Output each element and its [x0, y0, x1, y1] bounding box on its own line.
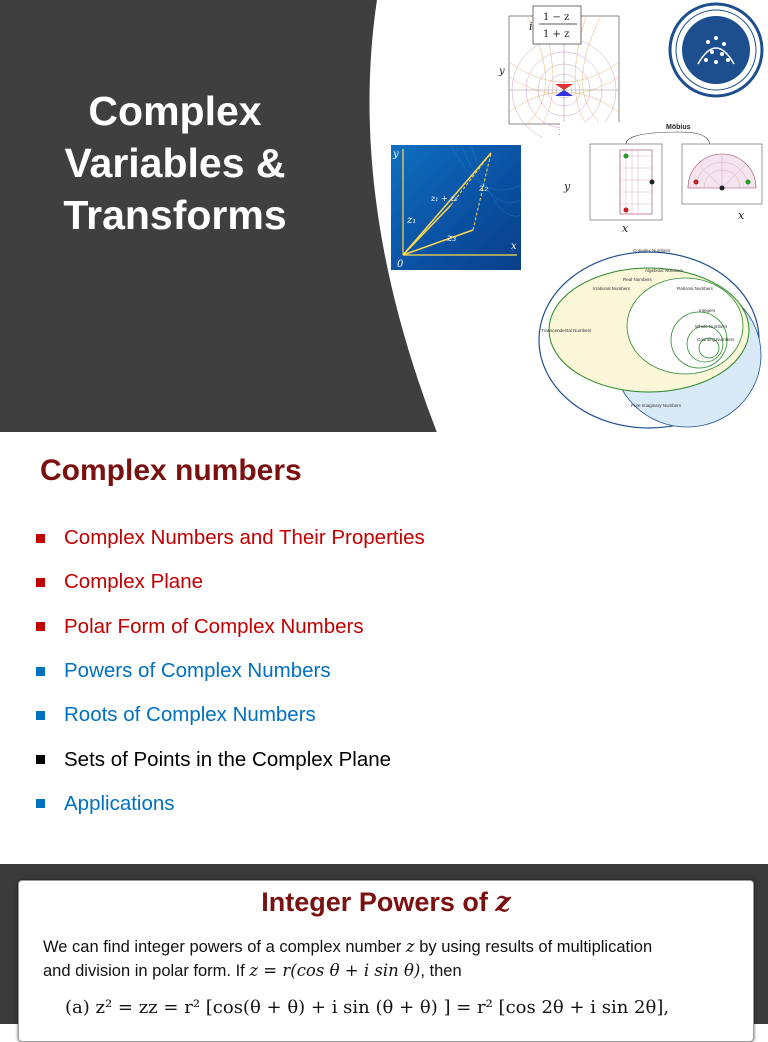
topic-item — [36, 737, 425, 781]
vector-label-y: y — [393, 149, 399, 160]
title-line-1: Complex — [88, 88, 262, 135]
topic-item — [36, 782, 425, 826]
topic-label: Sets of Points in the Complex Plane — [64, 747, 392, 771]
mobius-ylabel: y — [564, 180, 571, 193]
bullet-square-icon — [36, 622, 45, 631]
venn-label-integers: Integers — [699, 308, 716, 313]
topic-label: Roots of Complex Numbers — [64, 703, 316, 727]
venn-label-irrational: Irrational Numbers — [593, 286, 631, 291]
mobius-xlabel-left: x — [622, 222, 629, 234]
formula-denominator: 1 + z — [543, 29, 570, 40]
venn-label-rational: Rational Numbers — [677, 286, 714, 291]
venn-label-complex: Complex Numbers — [633, 248, 671, 253]
outline-heading: Complex numbers — [40, 454, 302, 487]
topic-label: Polar Form of Complex Numbers — [64, 614, 364, 638]
venn-label-real: Real Numbers — [623, 277, 652, 282]
mobius-transform-plot — [560, 122, 765, 234]
para2-math: z = r(cos θ + i sin θ) — [249, 961, 421, 980]
para1-var: z — [405, 937, 415, 956]
presentation-title — [30, 85, 320, 241]
topic-item — [36, 605, 425, 649]
topic-item — [36, 649, 425, 693]
number-sets-diagram — [537, 240, 762, 430]
para1-text: We can find integer powers of a complex number — [43, 938, 402, 956]
vector-label-sum: z₁ + z₂ — [431, 194, 458, 203]
content-card — [18, 880, 754, 1042]
powers-title-text: Integer Powers of — [261, 887, 488, 917]
mobius-title: Möbius — [666, 124, 691, 131]
topic-item — [36, 560, 425, 604]
vector-label-z3: z₃ — [447, 233, 457, 244]
formula-prefix: i — [529, 20, 533, 33]
vector-addition-diagram — [391, 145, 521, 270]
venn-label-counting: Counting Numbers — [697, 337, 735, 342]
para2-rest: , then — [420, 962, 462, 980]
powers-paragraph-line-2 — [43, 959, 733, 983]
integer-powers-slide — [0, 864, 768, 1024]
topic-item — [36, 693, 425, 737]
topic-list — [36, 516, 425, 826]
mobius-xlabel-right: x — [738, 209, 745, 222]
powers-body — [43, 935, 733, 983]
venn-label-imaginary: Pure Imaginary Numbers — [631, 403, 682, 408]
vector-label-z1: z₁ — [407, 215, 417, 226]
para2-text: and division in polar form. If — [43, 962, 245, 980]
bullet-square-icon — [36, 667, 45, 676]
complex-mapping-plot — [497, 2, 627, 137]
powers-title-var: z — [495, 887, 511, 918]
topic-label: Complex Plane — [64, 570, 204, 594]
title-slide — [0, 0, 768, 432]
outline-slide — [0, 432, 768, 864]
topic-item — [36, 516, 425, 560]
bullet-square-icon — [36, 578, 45, 587]
venn-label-whole: Whole Numbers — [695, 324, 728, 329]
topic-label: Powers of Complex Numbers — [64, 659, 331, 683]
vector-label-origin: 0 — [397, 259, 404, 270]
venn-label-algebraic: Algebraic Numbers — [645, 268, 684, 273]
bullet-square-icon — [36, 534, 45, 543]
square-equation: (a) z² = zz = r² [cos(θ + θ) + i sin (θ + θ) ] = r² [cos 2θ + i sin 2θ], — [65, 997, 670, 1018]
complex-plot-ylabel: y — [499, 66, 505, 77]
bullet-square-icon — [36, 711, 45, 720]
topic-label: Applications — [64, 791, 175, 815]
vector-label-z2: z₂ — [479, 183, 489, 194]
bullet-square-icon — [36, 755, 45, 764]
title-line-2: Variables & — [64, 140, 286, 187]
venn-label-transcendental: Transcendental Numbers — [541, 328, 592, 333]
complex-plot-xlabel: x — [559, 127, 565, 137]
university-seal — [668, 2, 764, 98]
powers-title — [19, 887, 753, 918]
bullet-square-icon — [36, 799, 45, 808]
vector-label-x: x — [511, 241, 517, 252]
topic-label: Complex Numbers and Their Properties — [64, 526, 425, 550]
para1-rest: by using results of multiplication — [419, 938, 653, 956]
powers-paragraph-line-1 — [43, 935, 733, 959]
formula-numerator: 1 − z — [543, 12, 570, 23]
title-line-3: Transforms — [63, 192, 287, 239]
